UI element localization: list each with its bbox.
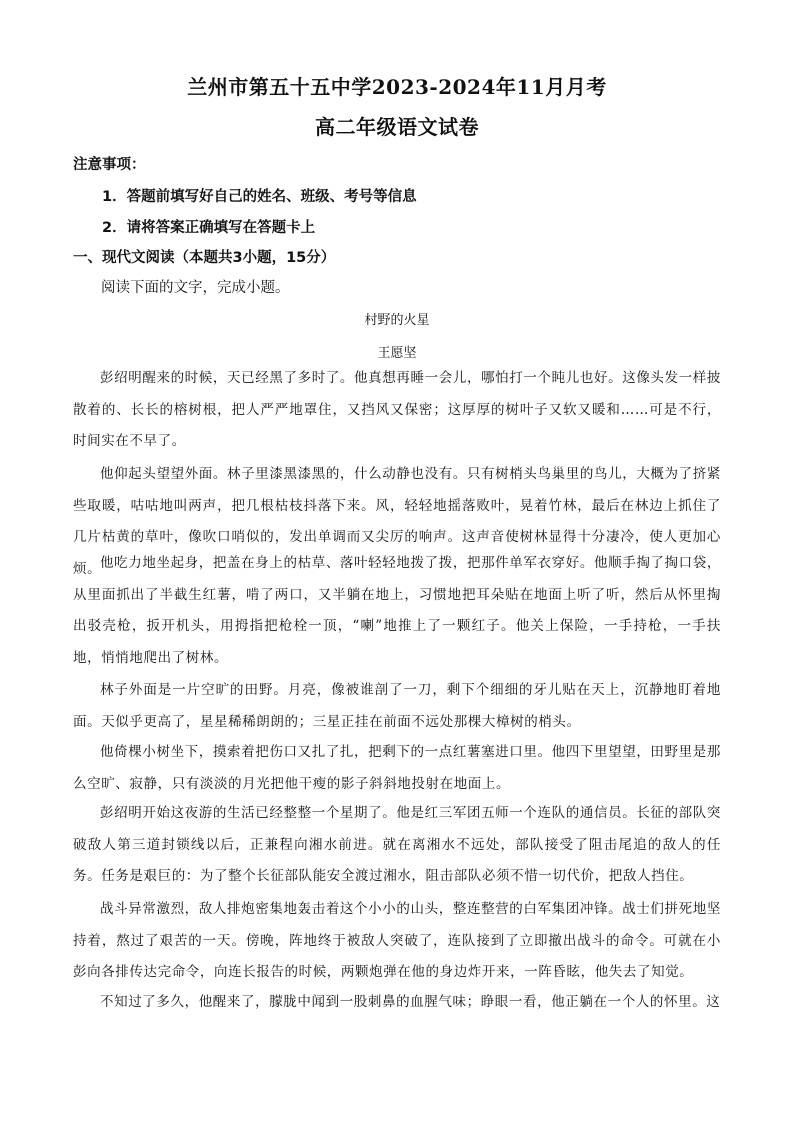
story-paragraph: 他吃力地坐起身，把盖在身上的枯草、落叶轻轻地拨了拨，把那件单军衣穿好。他顺手掏了掏口袋，从里面抓出了半截生红薯，啃了两口，又半躺在地上，习惯地把耳朵贴在地面上听了听，然后从怀里掏出驳壳枪，扳开机头，用拇指把枪栓一顶，“喇”地推上了一颗红子。他关上保险，一手持枪，一手扶地，悄悄地爬出了树林。: [73, 555, 721, 666]
section-instruction: 阅读下面的文字，完成小题。: [101, 280, 290, 296]
story-paragraph: 他仰起头望望外面。林子里漆黑漆黑的，什么动静也没有。只有树梢头鸟巢里的鸟儿，大概为了挤紧些取暖，咕咕地叫两声，把几根枯枝抖落下来。风，轻轻地摇落败叶，晃着竹林，最后在林边上抓住了几片枯黄的草叶，像吹口哨似的，发出单调而又尖厉的响声。这声音使树林显得十分凄冷，使人更加心烦。: [73, 466, 721, 577]
story-paragraph: 林子外面是一片空旷的田野。月亮，像被谁剖了一刀，剩下个细细的牙儿贴在天上，沉静地盯着地面。天似乎更高了，星星稀稀朗朗的；三星正挂在前面不远处那棵大樟树的梢头。: [73, 682, 721, 730]
section-heading: 一、现代文阅读（本题共3小题，15分）: [73, 250, 336, 266]
story-author: 王愿坚: [377, 346, 417, 361]
exam-title: 兰州市第五十五中学2023-2024年11月月考: [187, 75, 607, 99]
story-paragraph: 他倚棵小树坐下，摸索着把伤口又扎了扎，把剩下的一点红薯塞进口里。他四下里望望，田野里是那么空旷、寂静，只有淡淡的月光把他干瘦的影子斜斜地投射在地面上。: [73, 744, 721, 792]
story-paragraph: 彭绍明开始这夜游的生活已经整整一个星期了。他是红三军团五师一个连队的通信员。长征的部队突破敌人第三道封锁线以后，正兼程向湘水前进。就在离湘水不远处，部队接受了阻击尾追的敌人的任务。任务是艰巨的：为了整个长征部队能安全渡过湘水，阻击部队必须不惜一切代价，把敌人挡住。: [73, 805, 721, 884]
story-paragraph: 战斗异常激烈，敌人排炮密集地轰击着这个小小的山头，整连整营的白军集团冲锋。战士们拼死地坚持着，熬过了艰苦的一天。傍晚，阵地终于被敌人突破了，连队接到了立即撤出战斗的命令。可就在小彭向各排传达完命令，向连长报告的时候，两颗炮弹在他的身边炸开来，一阵昏眩，他失去了知觉。: [73, 901, 721, 980]
story-title: 村野的火星: [364, 313, 430, 328]
notes-heading: 注意事项：: [73, 157, 146, 173]
notes-item-2: 2．请将答案正确填写在答题卡上: [102, 220, 316, 236]
story-paragraph: 彭绍明醒来的时候，天已经黑了多时了。他真想再睡一会儿，哪怕打一个盹儿也好。这像头发一样披散着的、长长的榕树根，把人严严地罩住，又挡风又保密；这厚厚的树叶子又软又暖和……可是不行，时间实在不早了。: [73, 370, 721, 449]
exam-subtitle: 高二年级语文试卷: [315, 115, 479, 139]
story-paragraph: 不知过了多久，他醒来了，朦胧中闻到一股刺鼻的血腥气味；睁眼一看，他正躺在一个人的怀里。这: [100, 994, 721, 1010]
notes-item-1: 1．答题前填写好自己的姓名、班级、考号等信息: [102, 189, 417, 205]
